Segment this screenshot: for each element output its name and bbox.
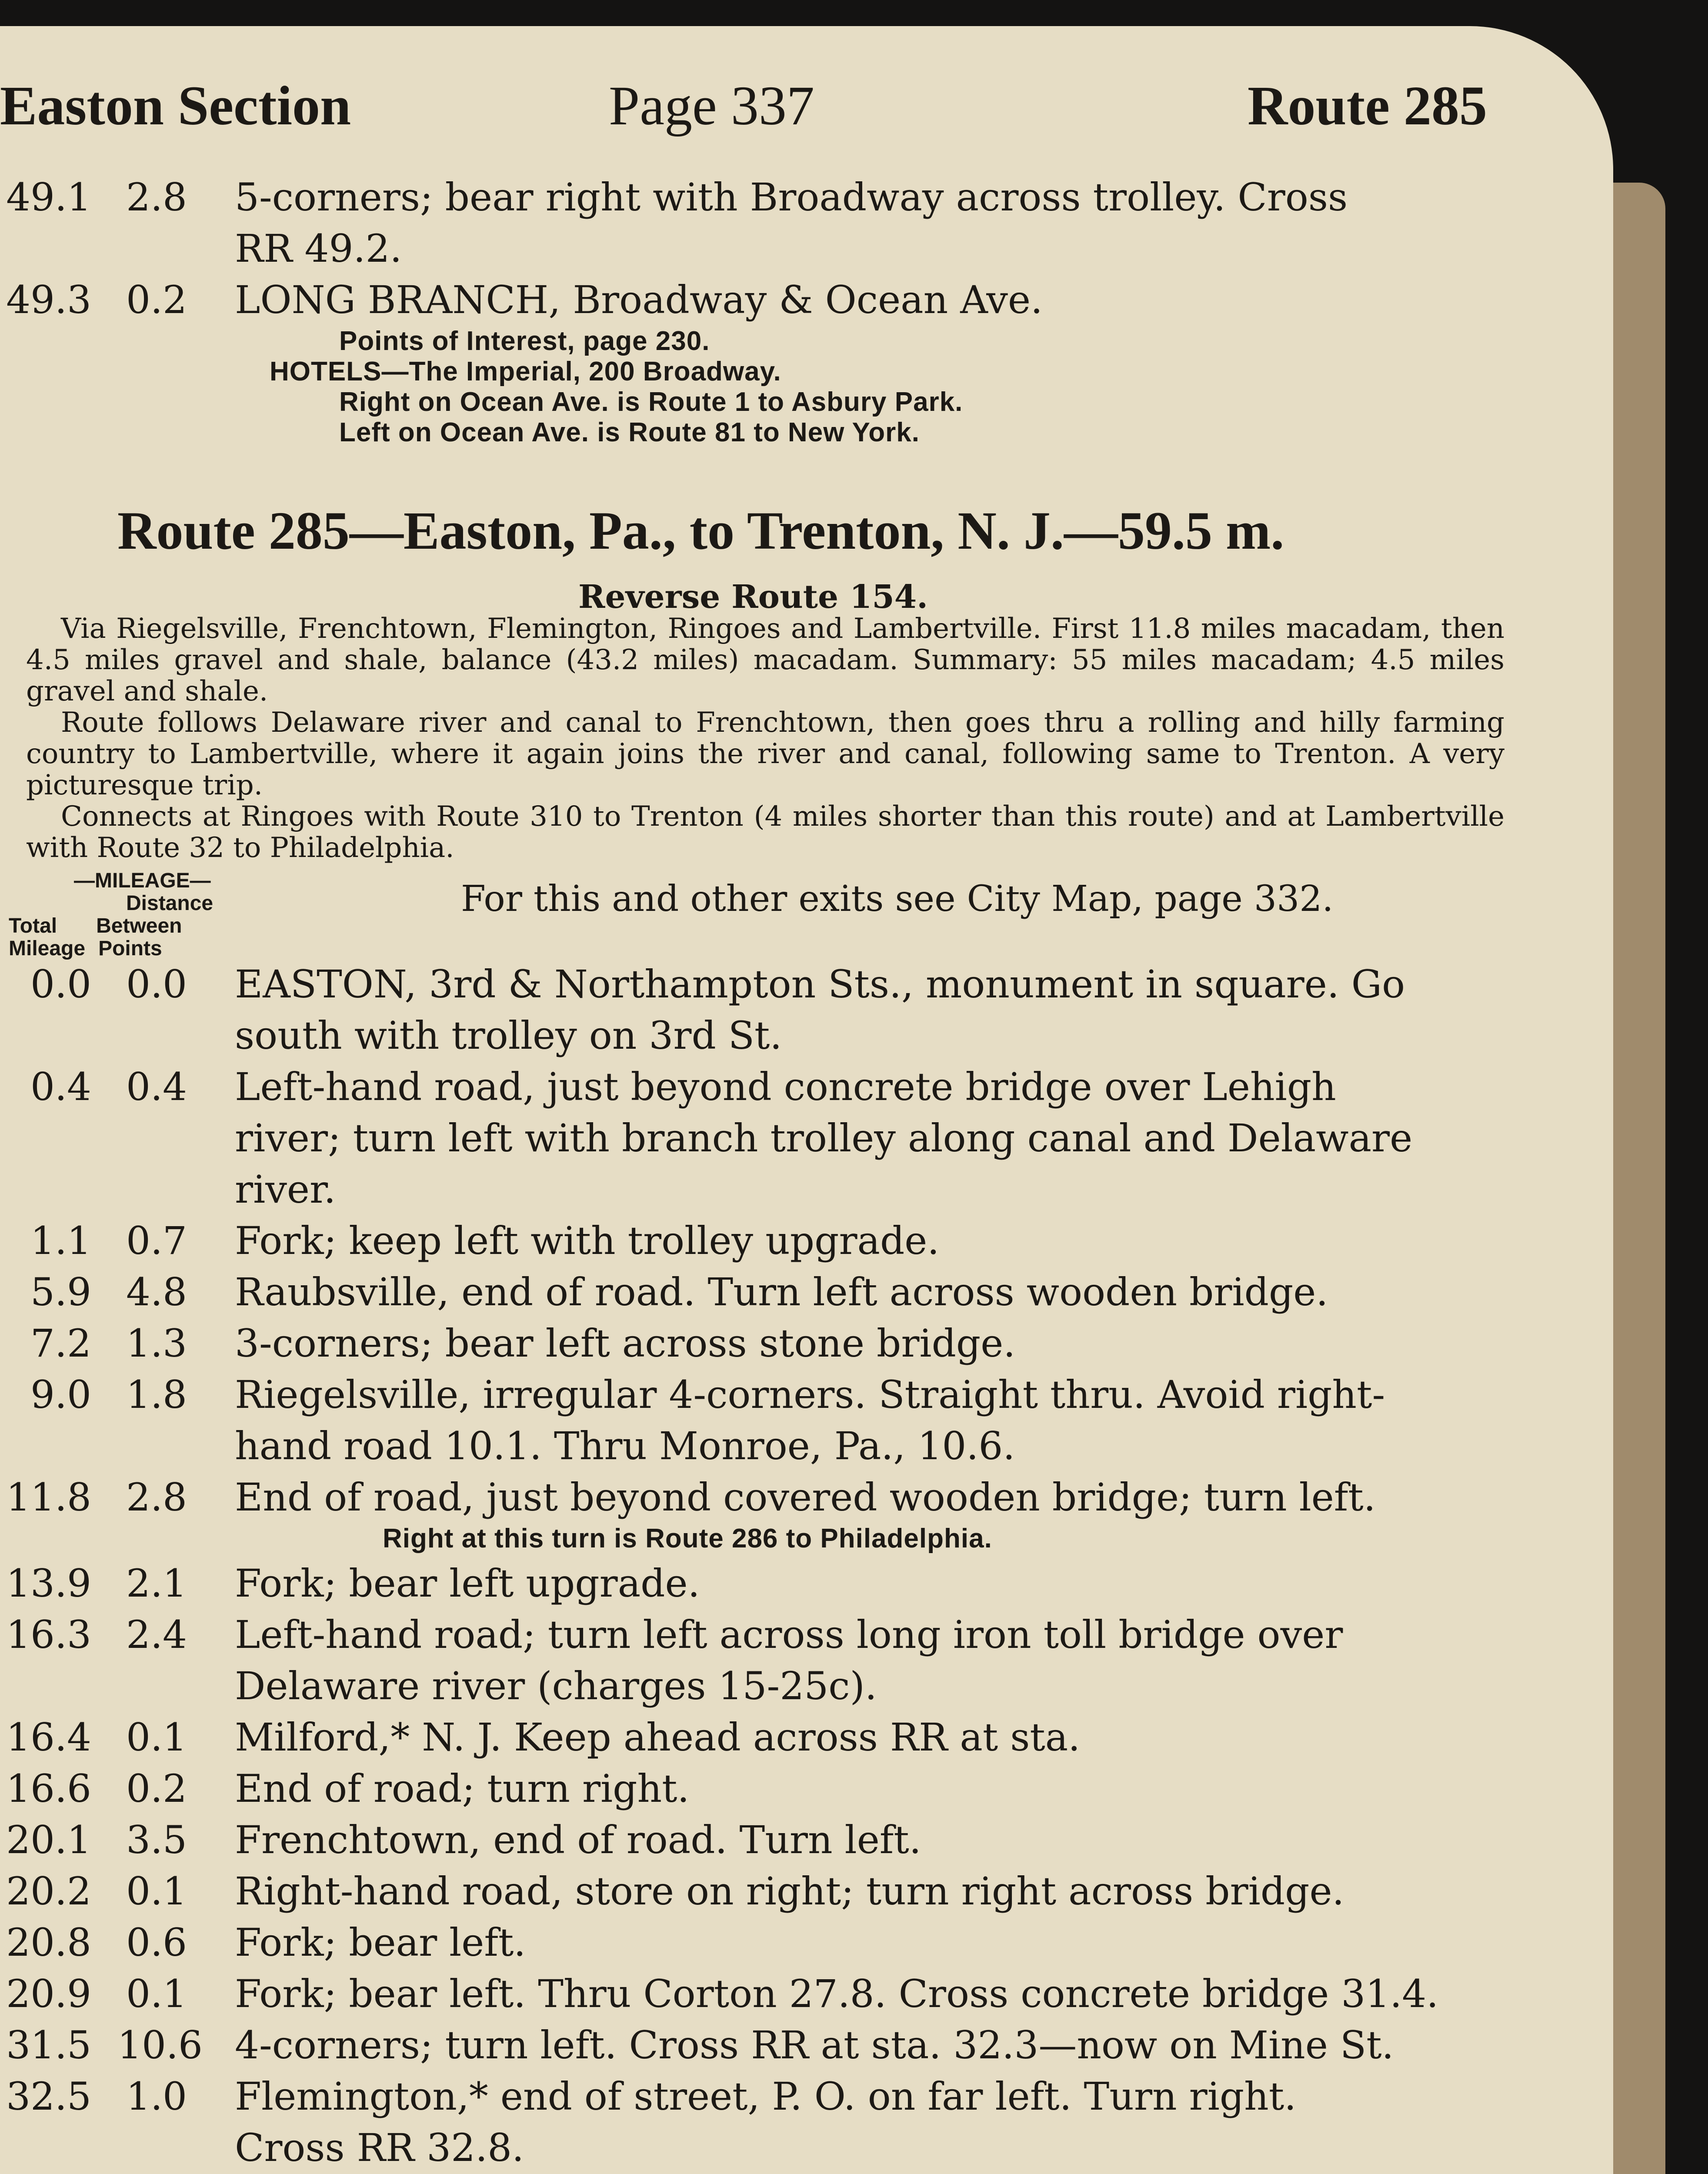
direction-text: Left-hand road, just beyond concrete bridge over Lehigh xyxy=(235,1064,1336,1109)
direction-text: Left-hand road; turn left across long iron toll bridge over xyxy=(235,1612,1343,1657)
total-mileage: 9.0 xyxy=(30,1372,91,1417)
direction-text: Cross RR 32.8. xyxy=(235,2125,524,2170)
distance-between: 1.8 xyxy=(126,1372,187,1417)
direction-text: Flemington,* end of street, P. O. on far left. Turn right. xyxy=(235,2074,1297,2119)
direction-text: south with trolley on 3rd St. xyxy=(235,1013,782,1058)
total-mileage: 20.8 xyxy=(6,1920,91,1965)
distance-between: 0.7 xyxy=(126,1218,187,1263)
route-note-text: Right at this turn is Route 286 to Philadelphia. xyxy=(383,1524,992,1554)
distance-between: 0.4 xyxy=(126,1064,187,1109)
direction-text: Raubsville, end of road. Turn left across wooden bridge. xyxy=(235,1270,1328,1314)
section-name: Easton Section xyxy=(0,75,351,137)
mileage-header: —MILEAGE— Distance Total Between Mileage Points xyxy=(9,869,214,960)
direction-text: Fork; bear left upgrade. xyxy=(235,1561,700,1606)
direction-text: Fork; bear left. Thru Corton 27.8. Cross concrete bridge 31.4. xyxy=(235,1971,1439,2016)
distance-between: 2.1 xyxy=(126,1561,187,1606)
intro-paragraph: Via Riegelsville, Frenchtown, Flemington, Ringoes and Lambertville. First 11.8 miles macadam, then 4.5 miles gravel and shale, balance (43.2 miles) macadam. Summary: 55 miles macadam; 4.5 miles gravel and shale. xyxy=(26,613,1505,707)
distance-between: 2.8 xyxy=(126,1475,187,1520)
route-title: Route 285—Easton, Pa., to Trenton, N. J.—59.5 m. xyxy=(117,501,1284,560)
page-edge xyxy=(1609,183,1665,2174)
route-note-text: Right on Ocean Ave. is Route 1 to Asbury Park. xyxy=(339,387,963,417)
direction-text: Frenchtown, end of road. Turn left. xyxy=(235,1817,921,1862)
distance-between: 0.1 xyxy=(126,1869,187,1914)
direction-text: RR 49.2. xyxy=(235,226,402,271)
direction-text: EASTON, 3rd & Northampton Sts., monument in square. Go xyxy=(235,962,1405,1007)
total-mileage: 1.1 xyxy=(30,1218,91,1263)
route-note-text: HOTELS—The Imperial, 200 Broadway. xyxy=(270,357,781,387)
intro-paragraph: Route follows Delaware river and canal to Frenchtown, then goes thru a rolling and hilly farming country to Lambertville, where it again joins the river and canal, following same to Trenton. A very picturesque trip. xyxy=(26,707,1505,801)
distance-between: 0.6 xyxy=(126,1920,187,1965)
total-mileage: 11.8 xyxy=(6,1475,91,1520)
distance-between: 4.8 xyxy=(126,1270,187,1314)
direction-text: Fork; keep left with trolley upgrade. xyxy=(235,1218,940,1263)
total-mileage: 16.6 xyxy=(6,1766,91,1811)
route-note-text: Points of Interest, page 230. xyxy=(339,326,710,356)
page-number: Page 337 xyxy=(609,75,814,137)
direction-text: hand road 10.1. Thru Monroe, Pa., 10.6. xyxy=(235,1424,1015,1468)
direction-text: Fork; bear left. xyxy=(235,1920,526,1965)
total-mileage: 0.0 xyxy=(30,962,91,1007)
direction-text: Delaware river (charges 15-25c). xyxy=(235,1664,877,1708)
total-mileage: 13.9 xyxy=(6,1561,91,1606)
direction-text: Riegelsville, irregular 4-corners. Straight thru. Avoid right- xyxy=(235,1372,1385,1417)
total-mileage: 7.2 xyxy=(30,1321,91,1366)
direction-text: LONG BRANCH, Broadway & Ocean Ave. xyxy=(235,277,1043,322)
distance-between: 2.4 xyxy=(126,1612,187,1657)
total-mileage: 32.5 xyxy=(6,2074,91,2119)
direction-text: Milford,* N. J. Keep ahead across RR at sta. xyxy=(235,1715,1081,1760)
direction-text: river. xyxy=(235,1167,336,1212)
direction-text: End of road, just beyond covered wooden bridge; turn left. xyxy=(235,1475,1376,1520)
direction-text: river; turn left with branch trolley along canal and Delaware xyxy=(235,1116,1413,1160)
direction-text: 5-corners; bear right with Broadway across trolley. Cross xyxy=(235,175,1348,220)
distance-between: 1.0 xyxy=(126,2074,187,2119)
total-mileage: 0.4 xyxy=(30,1064,91,1109)
total-mileage: 31.5 xyxy=(6,2023,91,2067)
direction-text: Right-hand road, store on right; turn right across bridge. xyxy=(235,1869,1344,1914)
distance-between: 0.0 xyxy=(126,962,187,1007)
direction-text: End of road; turn right. xyxy=(235,1766,690,1811)
total-mileage: 16.3 xyxy=(6,1612,91,1657)
distance-between: 1.3 xyxy=(126,1321,187,1366)
total-mileage: 16.4 xyxy=(6,1715,91,1760)
total-mileage: 5.9 xyxy=(30,1270,91,1314)
running-header xyxy=(0,74,1487,148)
distance-between: 3.5 xyxy=(126,1817,187,1862)
route-number: Route 285 xyxy=(1247,75,1487,137)
direction-text: 4-corners; turn left. Cross RR at sta. 32.3—now on Mine St. xyxy=(235,2023,1394,2067)
distance-between: 0.1 xyxy=(126,1715,187,1760)
book-page xyxy=(0,26,1613,2174)
total-mileage: 49.3 xyxy=(6,277,91,322)
intro-paragraph: Connects at Ringoes with Route 310 to Trenton (4 miles shorter than this route) and at Lambertville with Route 32 to Philadelphia. xyxy=(26,800,1505,864)
total-mileage: 49.1 xyxy=(6,175,91,220)
distance-between: 0.2 xyxy=(126,1766,187,1811)
reverse-route: Reverse Route 154. xyxy=(578,578,928,616)
distance-between: 10.6 xyxy=(117,2023,203,2067)
city-map-note: For this and other exits see City Map, page 332. xyxy=(461,878,1334,920)
route-intro xyxy=(26,613,1505,864)
distance-between: 0.2 xyxy=(126,277,187,322)
distance-between: 2.8 xyxy=(126,175,187,220)
total-mileage: 20.1 xyxy=(6,1817,91,1862)
direction-text: 3-corners; bear left across stone bridge. xyxy=(235,1321,1016,1366)
total-mileage: 20.9 xyxy=(6,1971,91,2016)
total-mileage: 20.2 xyxy=(6,1869,91,1914)
distance-between: 0.1 xyxy=(126,1971,187,2016)
route-note-text: Left on Ocean Ave. is Route 81 to New York. xyxy=(339,417,920,447)
